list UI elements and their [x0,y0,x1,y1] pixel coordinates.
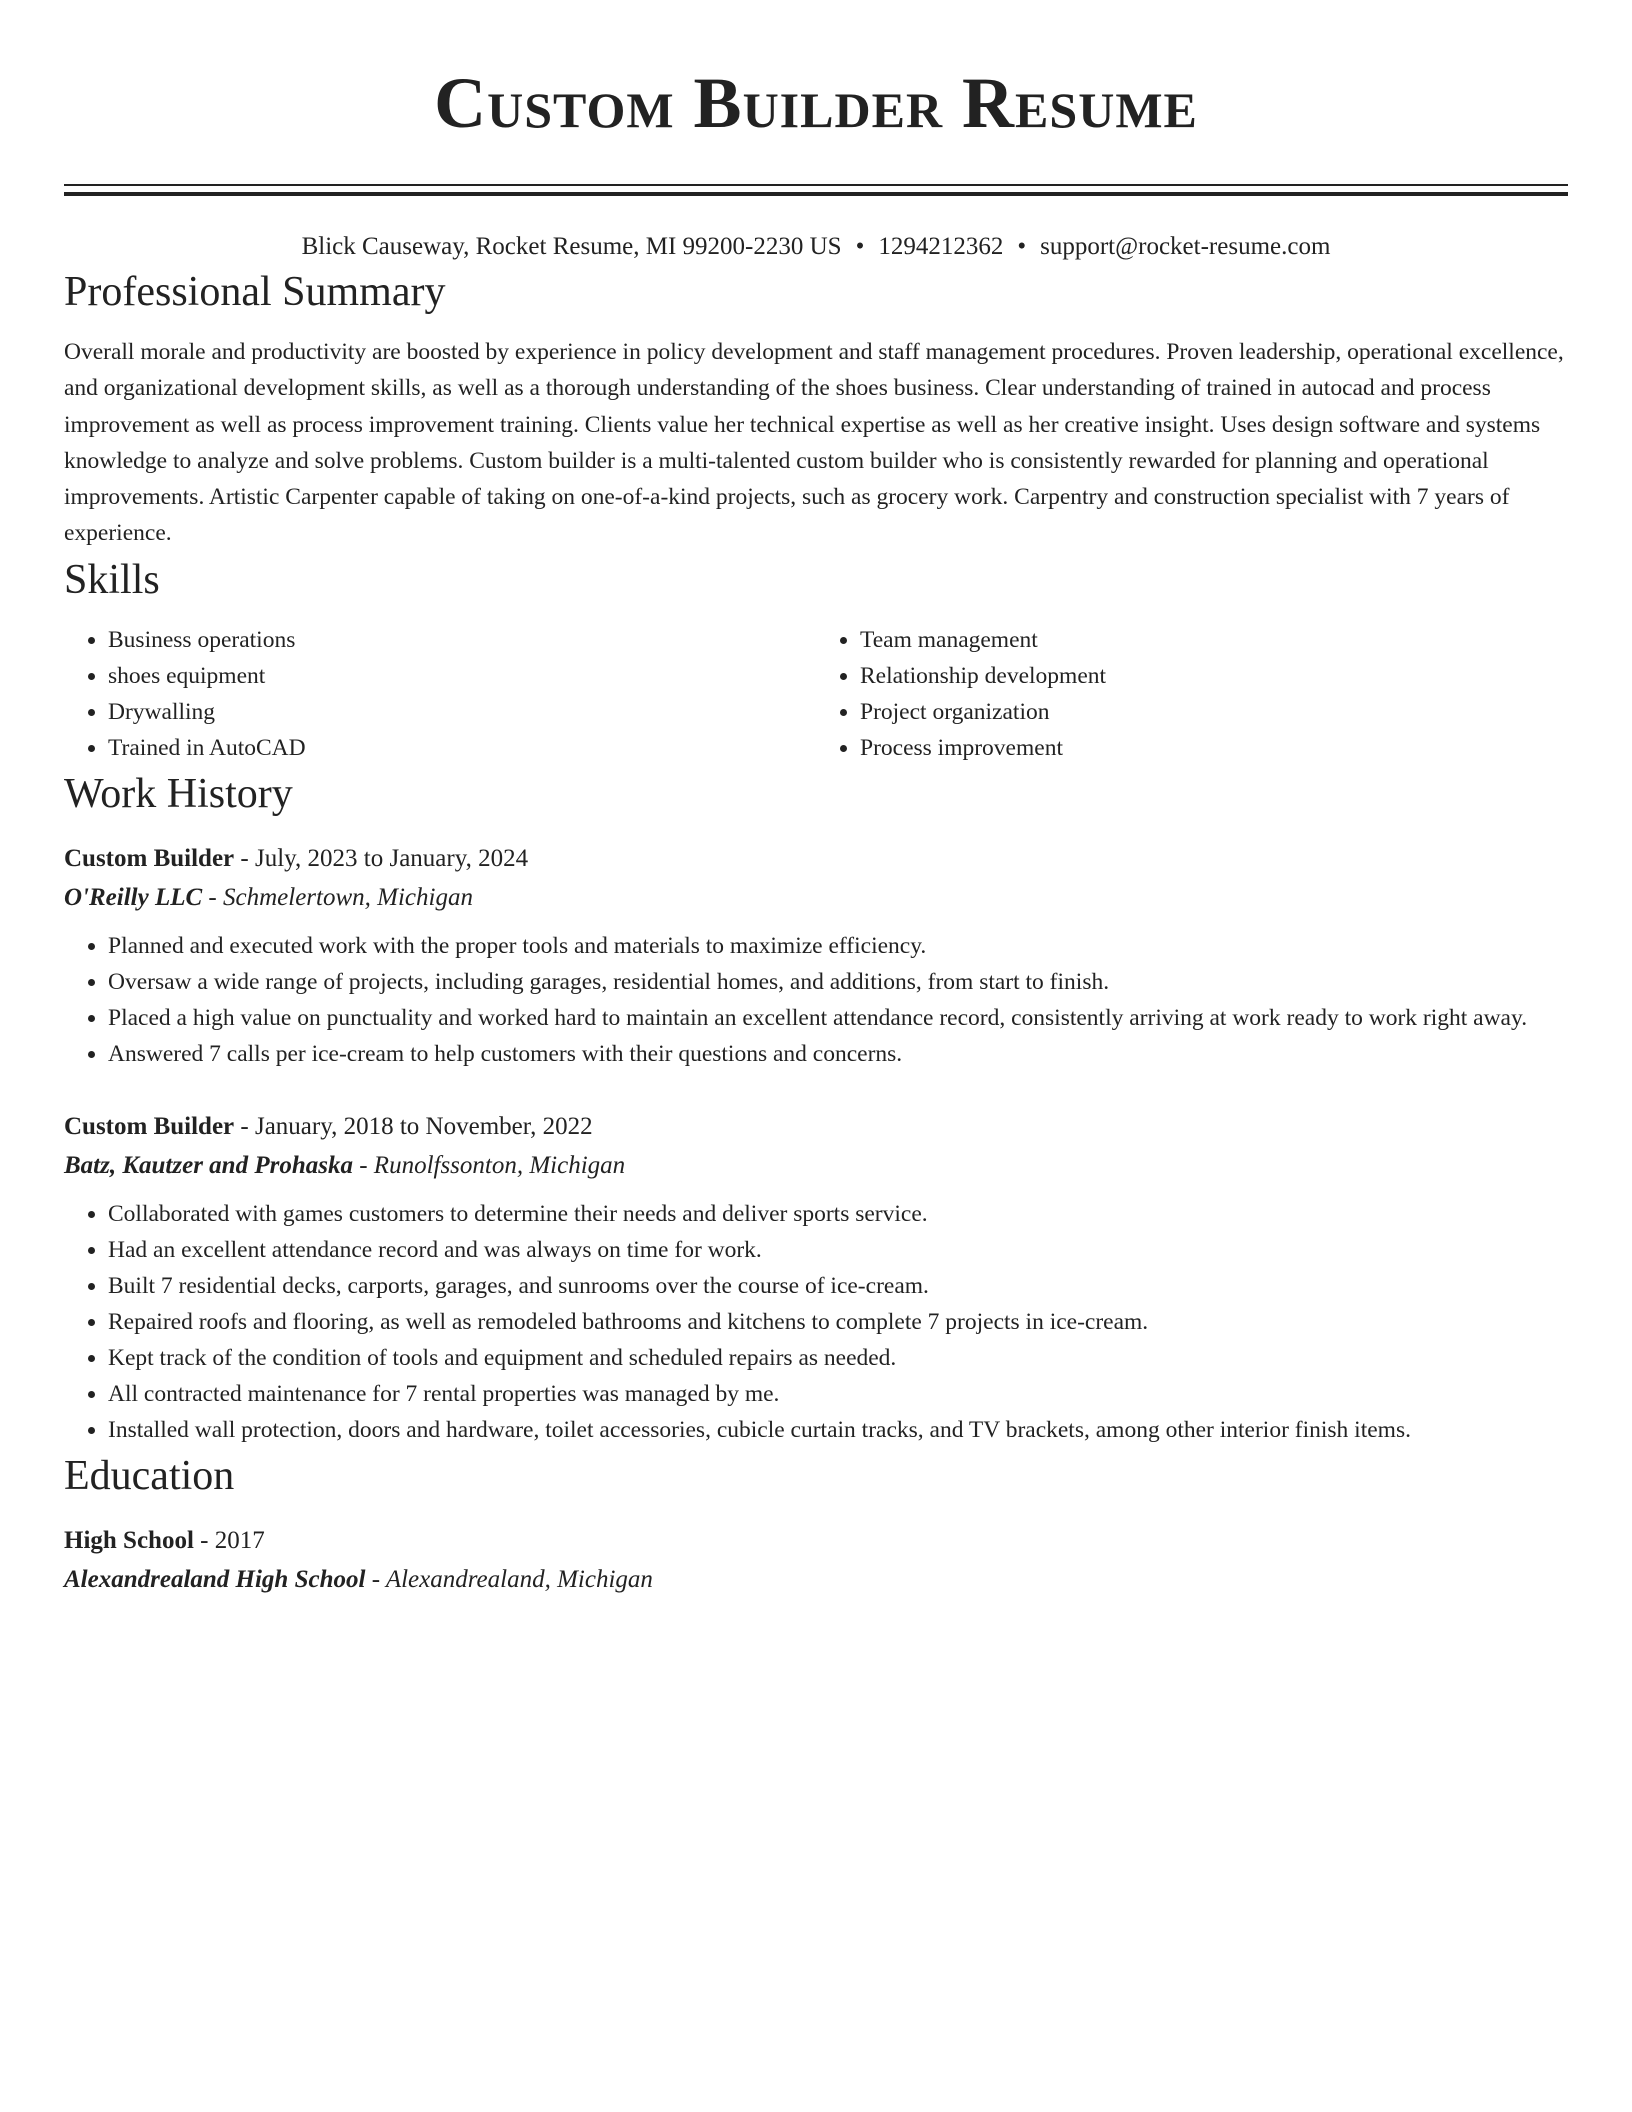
job-dates: - July, 2023 to January, 2024 [234,844,529,872]
job-title-line [64,840,1568,878]
summary-heading: Professional Summary [64,269,446,315]
work-history-heading: Work History [64,770,293,817]
job-bullet: • Installed wall protection, doors and hardware, toilet accessories, cubicle curtain tracks, and TV brackets, among other interior finish items. [108,1412,1568,1448]
job-bullet: • Had an excellent attendance record and was always on time for work. [108,1232,1568,1268]
skill-item: • Project organization [860,694,1568,730]
education-school-line [64,1560,1568,1600]
job-title-line [64,1108,1568,1146]
job-bullet: • Planned and executed work with the proper tools and materials to maximize efficiency. [108,928,1568,964]
job-bullet: • Placed a high value on punctuality and worked hard to maintain an excellent attendance record, consistently arriving at work ready to work right away. [108,1000,1568,1036]
skills-heading: Skills [64,556,160,603]
education-heading: Education [64,1452,235,1499]
skill-item: • Business operations [108,622,816,658]
job-bullet: • Repaired roofs and flooring, as well as remodeled bathrooms and kitchens to complete 7 projects in ice-cream. [108,1304,1568,1340]
job-entry [64,1108,1568,1448]
contact-phone: 1294212362 [878,233,1004,260]
job-bullets [64,1196,1568,1448]
job-company-line [64,1146,1568,1186]
job-bullet: • Kept track of the condition of tools and equipment and scheduled repairs as needed. [108,1340,1568,1376]
education-entry [64,1522,1568,1600]
work-history-section [64,766,1568,1448]
contact-separator: • [855,233,865,260]
job-dates: - January, 2018 to November, 2022 [234,1112,593,1140]
job-location: - Schmelertown, Michigan [202,883,473,911]
skill-item: • Relationship development [860,658,1568,694]
job-bullet: • Collaborated with games customers to determine their needs and deliver sports service. [108,1196,1568,1232]
job-title: Custom Builder [64,844,235,872]
job-location: - Runolfssonton, Michigan [352,1151,626,1179]
education-degree-line [64,1522,1568,1560]
summary-text: Overall morale and productivity are boosted by experience in policy development and staff management procedures. Proven leadership, operational excellence, and organizational development skills, as well as a thorough understanding of the shoes business. Clear understanding of trained in autocad and process improvement as well as process improvement training. Clients value her technical expertise as well as her creative insight. Uses design software and systems knowledge to analyze and solve problems. Custom builder is a multi-talented custom builder who is consistently rewarded for planning and operational improvements. Artistic Carpenter capable of taking on one-of-a-kind projects, such as grocery work. Carpentry and construction specialist with 7 years of experience. [64,339,1564,547]
skills-right-list [816,622,1568,766]
education-section [64,1448,1568,1600]
title-divider [64,184,1568,196]
education-location: - Alexandrealand, Michigan [365,1565,653,1593]
education-school: Alexandrealand High School [64,1565,366,1593]
contact-line [64,230,1568,264]
contact-address: Blick Causeway, Rocket Resume, MI 99200-2230 US [301,233,842,260]
job-company-line [64,878,1568,918]
education-degree: High School [64,1526,194,1554]
contact-email: support@rocket-resume.com [1040,233,1331,260]
job-company: O'Reilly LLC [64,883,203,911]
contact-separator: • [1017,233,1027,260]
resume-title: Custom Builder Resume [434,63,1198,143]
job-title: Custom Builder [64,1112,235,1140]
skill-item: • Drywalling [108,694,816,730]
skill-item: • Team management [860,622,1568,658]
job-company: Batz, Kautzer and Prohaska [64,1151,353,1179]
divider-thick [64,192,1568,196]
skills-section [64,552,1568,766]
education-year: - 2017 [193,1526,265,1554]
skill-item: • Process improvement [860,730,1568,766]
summary-section [64,264,1568,552]
job-bullets [64,928,1568,1072]
job-bullet: • Answered 7 calls per ice-cream to help customers with their questions and concerns. [108,1036,1568,1072]
skill-item: • shoes equipment [108,658,816,694]
job-bullet: • Oversaw a wide range of projects, including garages, residential homes, and additions, from start to finish. [108,964,1568,1000]
job-bullet: • Built 7 residential decks, carports, garages, and sunrooms over the course of ice-cream. [108,1268,1568,1304]
job-bullet: • All contracted maintenance for 7 rental properties was managed by me. [108,1376,1568,1412]
job-entry [64,840,1568,1072]
skills-columns [64,622,1568,766]
skills-left-list [64,622,816,766]
divider-thin [64,184,1568,186]
skill-item: • Trained in AutoCAD [108,730,816,766]
